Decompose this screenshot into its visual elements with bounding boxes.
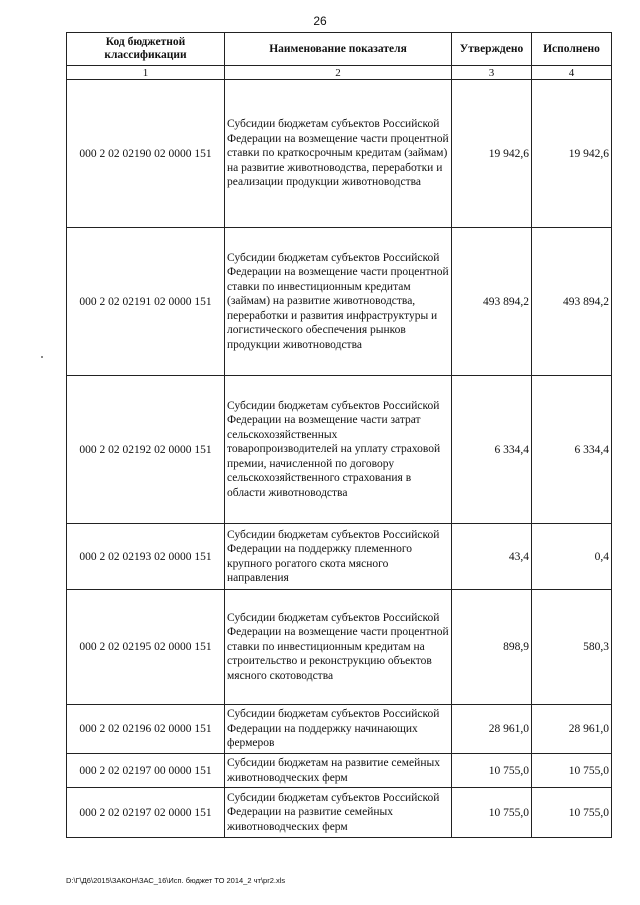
budget-code: 000 2 02 02197 00 0000 151 bbox=[67, 754, 225, 788]
header-name: Наименование показателя bbox=[225, 33, 452, 66]
approved-value: 10 755,0 bbox=[452, 788, 532, 838]
table-row bbox=[67, 228, 612, 376]
table-row bbox=[67, 524, 612, 590]
indicator-name: Субсидии бюджетам субъектов Российской Федерации на возмещение части процентной ставки по инвестиционным кредитам (займам) на развитие животноводства, переработки и развития инфраструктуры и логистического обеспечения рынков продукции животноводства bbox=[225, 228, 452, 376]
column-number: 4 bbox=[532, 66, 612, 80]
executed-value: 10 755,0 bbox=[532, 754, 612, 788]
executed-value: 28 961,0 bbox=[532, 705, 612, 754]
executed-value: 493 894,2 bbox=[532, 228, 612, 376]
budget-code: 000 2 02 02197 02 0000 151 bbox=[67, 788, 225, 838]
approved-value: 898,9 bbox=[452, 590, 532, 705]
indicator-name: Субсидии бюджетам субъектов Российской Федерации на возмещение части затрат сельскохозяйственных товаропроизводителей на уплату страховой премии, начисленной по договору сельскохозяйственного страхования в области животноводства bbox=[225, 376, 452, 524]
table-row bbox=[67, 590, 612, 705]
approved-value: 493 894,2 bbox=[452, 228, 532, 376]
budget-code: 000 2 02 02196 02 0000 151 bbox=[67, 705, 225, 754]
table-row bbox=[67, 705, 612, 754]
column-number-row bbox=[67, 66, 612, 80]
budget-code: 000 2 02 02193 02 0000 151 bbox=[67, 524, 225, 590]
indicator-name: Субсидии бюджетам субъектов Российской Федерации на возмещение части процентной ставки по инвестиционным кредитам на строительство и реконструкцию объектов мясного скотоводства bbox=[225, 590, 452, 705]
budget-code: 000 2 02 02190 02 0000 151 bbox=[67, 80, 225, 228]
executed-value: 10 755,0 bbox=[532, 788, 612, 838]
executed-value: 0,4 bbox=[532, 524, 612, 590]
budget-code: 000 2 02 02192 02 0000 151 bbox=[67, 376, 225, 524]
executed-value: 580,3 bbox=[532, 590, 612, 705]
column-number: 3 bbox=[452, 66, 532, 80]
budget-code: 000 2 02 02191 02 0000 151 bbox=[67, 228, 225, 376]
header-row bbox=[67, 33, 612, 66]
indicator-name: Субсидии бюджетам субъектов Российской Федерации на развитие семейных животноводческих ферм bbox=[225, 788, 452, 838]
header-approved: Утверждено bbox=[452, 33, 532, 66]
budget-code: 000 2 02 02195 02 0000 151 bbox=[67, 590, 225, 705]
column-number: 2 bbox=[225, 66, 452, 80]
indicator-name: Субсидии бюджетам субъектов Российской Федерации на возмещение части процентной ставки по краткосрочным кредитам (займам) на развитие животноводства, переработки и реализации продукции животноводства bbox=[225, 80, 452, 228]
scan-speck bbox=[41, 356, 43, 358]
executed-value: 19 942,6 bbox=[532, 80, 612, 228]
header-code: Код бюджетной классификации bbox=[67, 33, 225, 66]
approved-value: 43,4 bbox=[452, 524, 532, 590]
page-number: 26 bbox=[313, 14, 327, 28]
approved-value: 10 755,0 bbox=[452, 754, 532, 788]
approved-value: 28 961,0 bbox=[452, 705, 532, 754]
header-executed: Исполнено bbox=[532, 33, 612, 66]
table-row bbox=[67, 754, 612, 788]
table-row bbox=[67, 788, 612, 838]
approved-value: 6 334,4 bbox=[452, 376, 532, 524]
approved-value: 19 942,6 bbox=[452, 80, 532, 228]
column-number: 1 bbox=[67, 66, 225, 80]
indicator-name: Субсидии бюджетам на развитие семейных животноводческих ферм bbox=[225, 754, 452, 788]
file-path-footer: D:\Г\Д6\2015\ЗАКОН\ЗАС_16\Исп. бюджет ТО 2014_2 чт\pr2.xls bbox=[66, 876, 286, 885]
indicator-name: Субсидии бюджетам субъектов Российской Федерации на поддержку племенного крупного рогатого скота мясного направления bbox=[225, 524, 452, 590]
table-row bbox=[67, 80, 612, 228]
table-row bbox=[67, 376, 612, 524]
indicator-name: Субсидии бюджетам субъектов Российской Федерации на поддержку начинающих фермеров bbox=[225, 705, 452, 754]
executed-value: 6 334,4 bbox=[532, 376, 612, 524]
budget-table bbox=[66, 32, 612, 838]
